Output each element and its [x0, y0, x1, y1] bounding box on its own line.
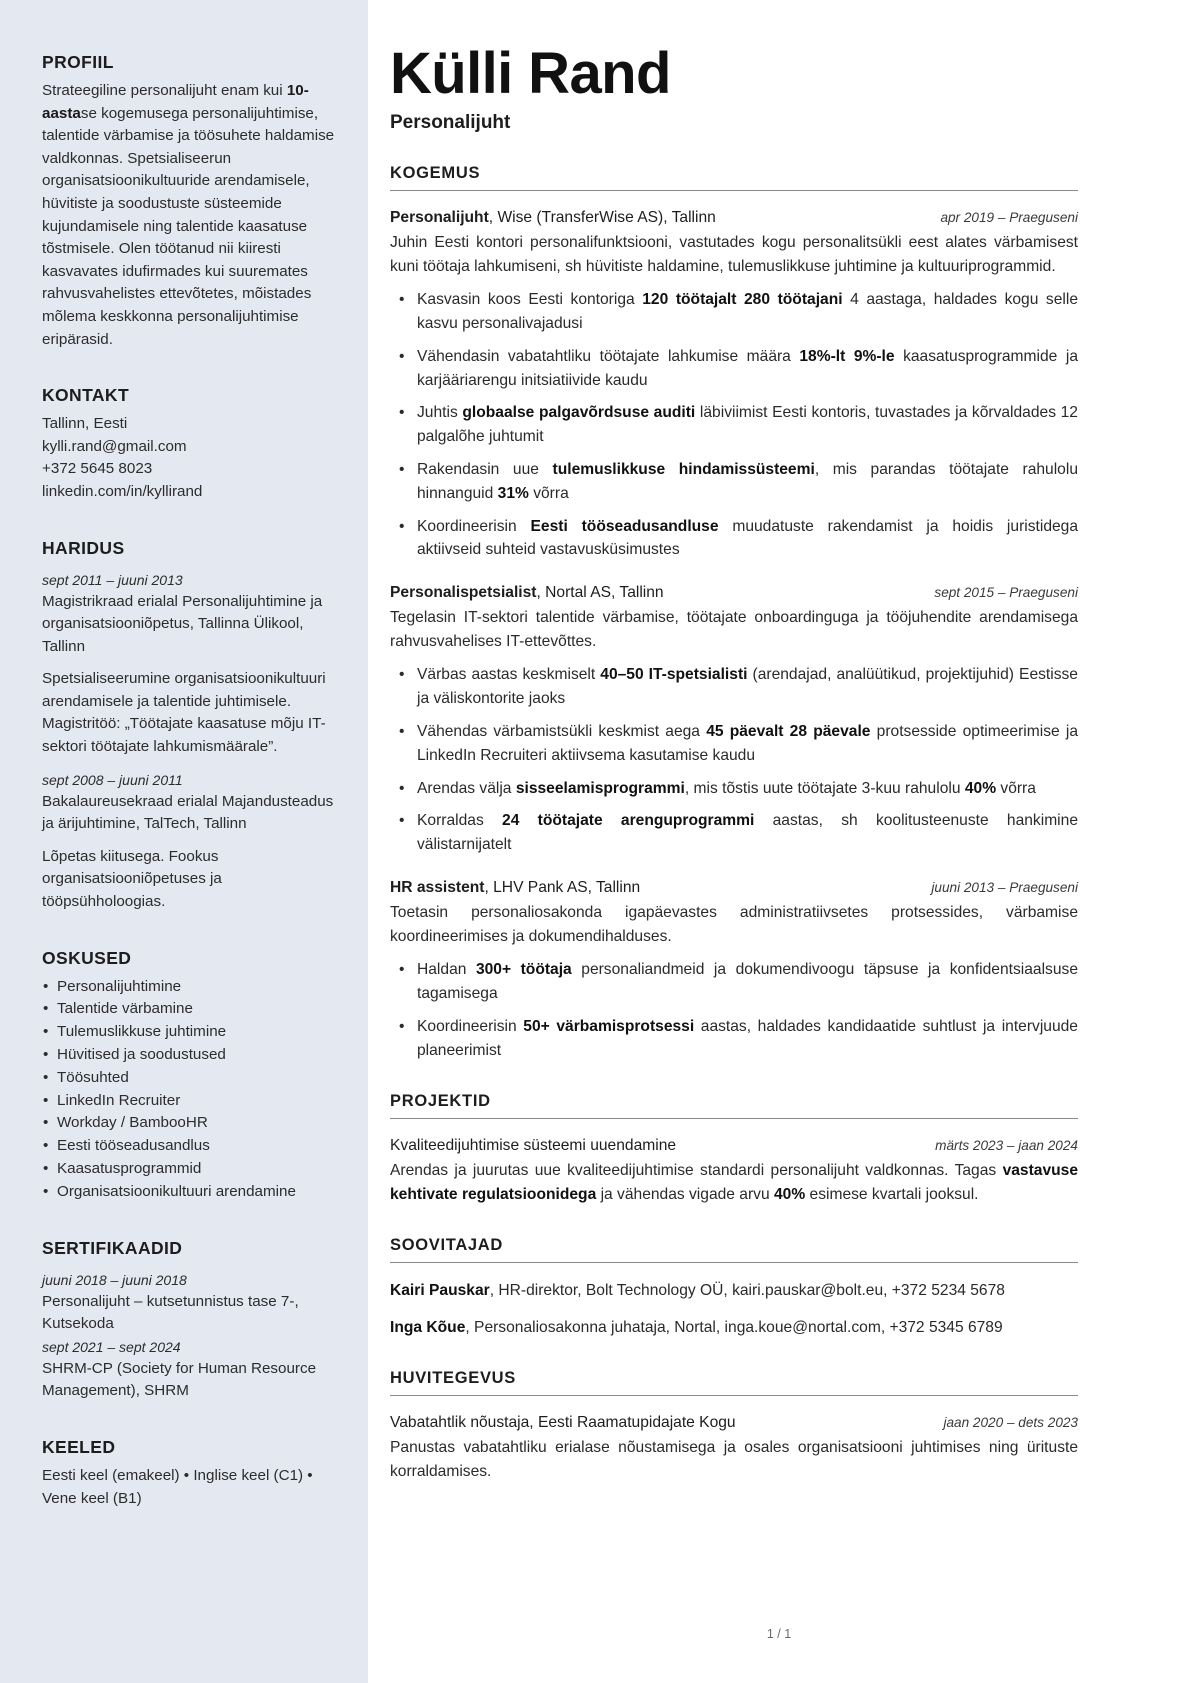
references-heading: SOOVITAJAD	[390, 1236, 504, 1255]
page-number: 1 / 1	[766, 1627, 792, 1641]
reference-item	[390, 1316, 1078, 1339]
list-item	[390, 958, 1078, 1006]
bullet-post: läbiviimist Eesti kontoris, tuvastades ja kõrvaldades 12 palgalõhe juhtumit	[417, 404, 1078, 446]
bullet-pre: Värbas aastas keskmiselt	[417, 666, 601, 684]
project-desc-bold-2: 40%	[773, 1185, 806, 1203]
bullet-pre: Rakendasin uue	[417, 460, 553, 478]
education-item-details: Spetsialiseerumine organisatsioonikultuuri arendamisele ja talentide juhtimisele. Magistritöö: „Töötajate kaasatuse mõju IT-sektori töötajate lahkumismäärale”.	[42, 670, 326, 756]
bullet-bold: 300+ töötaja	[475, 961, 572, 979]
education-item-degree: Magistrikraad erialal Personalijuhtimine ja organisatsiooniõpetus, Tallinna Ülikool, Tallinn	[42, 592, 323, 655]
bullet-post: aastas, sh koolitusteenuste hankimine välistarnijatelt	[417, 812, 1078, 854]
entry-summary: Juhin Eesti kontori personalifunktsiooni, vastutades kogu personalitsükli eest alates värbamisest kuni töötaja lahkumiseni, sh hüvitiste haldamine, tulemuslikkuse juhtimine ja kultuuriprogrammid.	[390, 234, 1078, 275]
bullet-bold: 50+ värbamisprotsessi	[523, 1017, 695, 1035]
bullet-post: (arendajad, analüütikud, projektijuhid) Eestisse ja väliskontorite jaoks	[417, 666, 1078, 708]
experience-heading: KOGEMUS	[390, 164, 481, 182]
entry-job-title: Personalispetsialist	[390, 584, 537, 602]
bullet-pre: Koordineerisin	[417, 517, 531, 535]
education-item	[42, 569, 340, 659]
page-title: Külli Rand	[390, 41, 671, 106]
projects-heading: PROJEKTID	[390, 1092, 491, 1111]
bullet-pre: Kasvasin koos Eesti kontoriga	[417, 291, 643, 309]
activity-date: jaan 2020 – dets 2023	[943, 1415, 1078, 1431]
education-heading: HARIDUS	[42, 537, 125, 558]
list-item: • Kaasatusprogrammid	[42, 1158, 340, 1181]
project-entry	[390, 1135, 1078, 1206]
list-item: • Personalijuhtimine	[42, 976, 340, 999]
sidebar-section-profile	[42, 52, 340, 351]
list-item	[390, 1015, 1078, 1063]
entry-header	[390, 1135, 1078, 1157]
sidebar-section-skills	[42, 948, 340, 1204]
list-item: • Töösuhted	[42, 1067, 340, 1090]
list-item	[390, 458, 1078, 506]
section-references	[390, 1236, 1078, 1339]
project-title: Kvaliteedijuhtimise süsteemi uuendamine	[390, 1137, 677, 1155]
bullet-post: kaasatusprogrammide ja karjääriarengu initsiatiivide kaudu	[417, 347, 1078, 389]
divider	[390, 1395, 1078, 1396]
bullet-post: , mis parandas töötajate rahulolu hinnanguid	[417, 460, 1078, 502]
bullet-bold-2: 31%	[497, 484, 529, 502]
main-column	[368, 0, 1190, 1683]
profile-text-bold: 10-aasta	[42, 82, 309, 122]
project-desc-bold: vastavuse kehtivate regulatsioonidega	[390, 1162, 1078, 1203]
list-item: • LinkedIn Recruiter	[42, 1090, 340, 1113]
sidebar-section-education	[42, 538, 340, 914]
list-item	[390, 777, 1078, 801]
list-item	[390, 515, 1078, 563]
entry-bullets	[390, 663, 1078, 857]
contact-email[interactable]: kylli.rand@gmail.com	[42, 437, 187, 455]
list-item: • Workday / BambooHR	[42, 1112, 340, 1135]
bullet-post: , mis tõstis uute töötajate 3-kuu rahulolu	[684, 779, 965, 797]
reference-name: Inga Kõue	[390, 1319, 466, 1337]
education-item-details-wrap	[42, 668, 340, 758]
section-projects	[390, 1092, 1078, 1206]
bullet-post: muudatuste rakendamist ja hoidis juristidega aktiivseid suhteid vastavusküsimustes	[417, 517, 1079, 559]
bullet-bold: 120 töötajalt 280 töötajani	[642, 291, 843, 309]
list-item	[390, 288, 1078, 336]
entry-header	[390, 877, 1078, 899]
list-item: • Eesti tööseadusandlus	[42, 1135, 340, 1158]
certificate-name	[42, 1291, 340, 1336]
languages-text: Eesti keel (emakeel) • Inglise keel (C1) • Vene keel (B1)	[42, 1466, 313, 1507]
bullet-pre: Juhtis	[417, 404, 463, 422]
bullet-post: protsesside optimeerimise ja LinkedIn Recruiteri aktiivsema kasutamise kaudu	[417, 722, 1079, 764]
project-date: märts 2023 – jaan 2024	[935, 1138, 1078, 1154]
list-item: • Tulemuslikkuse juhtimine	[42, 1021, 340, 1044]
entry-bullets	[390, 288, 1078, 562]
reference-name: Kairi Pauskar	[390, 1282, 490, 1300]
languages-heading: KEELED	[42, 1436, 116, 1457]
project-description	[390, 1159, 1078, 1206]
list-item	[390, 345, 1078, 393]
sidebar-section-contact	[42, 385, 340, 503]
education-item-date: sept 2011 – juuni 2013	[42, 571, 183, 588]
contact-linkedin[interactable]: linkedin.com/in/kyllirand	[42, 482, 203, 500]
reference-details: , HR-direktor, Bolt Technology OÜ, kairi.pauskar@bolt.eu, +372 5234 5678	[489, 1282, 1005, 1300]
bullet-bold: globaalse palgavõrdsuse auditi	[462, 404, 696, 422]
experience-entry	[390, 877, 1078, 1062]
certificate-name: SHRM-CP (Society for Human Resource Management), SHRM	[42, 1359, 317, 1400]
contact-heading: KONTAKT	[42, 385, 130, 406]
bullet-bold: 40–50 IT-spetsialisti	[600, 666, 748, 684]
profile-heading: PROFIIL	[42, 52, 114, 72]
bullet-pre: Korraldas	[417, 812, 503, 830]
entry-bullets	[390, 958, 1078, 1062]
bullet-post: personaliandmeid ja dokumendivoogu täpsuse ja konfidentsiaalsuse tagamisega	[417, 961, 1078, 1002]
entry-title	[390, 877, 640, 899]
skills-list	[42, 976, 340, 1204]
list-item: • Hüvitised ja soodustused	[42, 1044, 340, 1067]
activities-heading: HUVITEGEVUS	[390, 1369, 516, 1388]
certificates-heading: SERTIFIKAADID	[42, 1237, 183, 1258]
section-activities	[390, 1369, 1078, 1483]
activity-title: Vabatahtlik nõustaja, Eesti Raamatupidajate Kogu	[390, 1414, 736, 1432]
bullet-bold: 24 töötajate arenguprogrammi	[502, 812, 755, 830]
education-item-details-wrap	[42, 846, 340, 914]
divider	[390, 1262, 1078, 1263]
profile-text-before: Strateegiline personalijuht enam kui	[42, 82, 287, 99]
list-item	[390, 401, 1078, 449]
section-experience	[390, 164, 1078, 1062]
education-item-details: Lõpetas kiitusega. Fookus organisatsiooniõpetuses ja tööpsühholoogias.	[42, 847, 222, 911]
certificate-item	[42, 1269, 340, 1403]
bullet-post: 4 aastaga, haldades kogu selle kasvu personalivajadusi	[417, 291, 1079, 332]
profile-text	[42, 80, 340, 351]
list-item	[390, 809, 1078, 857]
entry-date: juuni 2013 – Praeguseni	[931, 879, 1078, 895]
entry-company: , Wise (TransferWise AS), Tallinn	[488, 209, 716, 226]
entry-header	[390, 582, 1078, 604]
education-item-date: sept 2008 – juuni 2011	[42, 771, 183, 788]
education-item	[42, 769, 340, 836]
bullet-bold: Eesti tööseadusandluse	[530, 517, 719, 535]
list-item: • Talentide värbamine	[42, 998, 340, 1021]
bullet-pre: Haldan	[417, 961, 476, 979]
sidebar	[0, 0, 368, 1683]
bullet-bold: 18%-lt 9%-le	[799, 347, 895, 365]
job-role-subtitle: Personalijuht	[390, 112, 511, 133]
entry-job-title: Personalijuht	[390, 209, 489, 226]
bullet-pre: Arendas välja	[417, 779, 516, 797]
bullet-pre: Vähendas värbamistsükli keskmist aega	[417, 722, 707, 740]
skills-heading: OSKUSED	[42, 947, 132, 968]
entry-company: , Nortal AS, Tallinn	[536, 584, 664, 602]
contact-phone[interactable]: +372 5645 8023	[42, 460, 153, 478]
list-item	[390, 720, 1078, 768]
certificate-issuer: , Kutsekoda	[42, 1292, 299, 1333]
reference-item	[390, 1279, 1078, 1302]
entry-date: apr 2019 – Praeguseni	[940, 210, 1078, 225]
entry-title	[390, 582, 664, 604]
project-desc-mid: ja vähendas vigade arvu	[596, 1185, 774, 1203]
bullet-post-2: võrra	[996, 779, 1036, 797]
divider	[390, 1118, 1078, 1119]
activity-description: Panustas vabatahtliku erialase nõustamisega ja osales organisatsiooni juhtimises ning ürituste korraldamises.	[390, 1439, 1078, 1481]
experience-entry	[390, 582, 1078, 857]
activity-entry	[390, 1412, 1078, 1483]
list-item: • Organisatsioonikultuuri arendamine	[42, 1181, 340, 1204]
education-item-degree: Bakalaureusekraad erialal Majandusteadus ja ärijuhtimine, TalTech, Tallinn	[42, 792, 334, 833]
certificate-name-text: Personalijuht – kutsetunnistus tase 7-	[42, 1292, 295, 1310]
experience-entry	[390, 207, 1078, 562]
bullet-post-2: võrra	[528, 484, 569, 502]
profile-text-after: se kogemusega personalijuhtimise, talentide värbamise ja töösuhete haldamise valdkonnas. Spetsialiseerun organisatsioonikultuuride arendamisele, hüvitiste ja soodustuste süsteemide kujundamisele ning talentide kaasatuse tõstmisele. Olen töötanud nii kiiresti kasvavates idufirmades kui suuremates rahvusvahelistes ettevõtetes, mõistades mõlema keskkonna personalijuhtimise eripärasid.	[42, 104, 335, 348]
certificate-date: sept 2021 – sept 2024	[42, 1338, 181, 1355]
project-desc-post: esimese kvartali jooksul.	[805, 1185, 979, 1203]
divider	[390, 190, 1078, 191]
project-desc-pre: Arendas ja juurutas uue kvaliteedijuhtimise standardi personalijuht valdkonnas. Tagas	[390, 1162, 1003, 1180]
bullet-bold-2: 40%	[964, 779, 997, 797]
entry-summary: Toetasin personaliosakonda igapäevastes administratiivsetes protsessides, värbamise koordineerimises ja dokumendihalduses.	[390, 903, 1078, 945]
entry-header	[390, 207, 1078, 229]
entry-title	[390, 207, 716, 229]
contact-location: Tallinn, Eesti	[42, 415, 128, 433]
certificate-date: juuni 2018 – juuni 2018	[42, 1271, 187, 1288]
entry-job-title: HR assistent	[390, 878, 485, 896]
bullet-bold: tulemuslikkuse hindamissüsteemi	[552, 460, 815, 478]
bullet-bold: 45 päevalt 28 päevale	[706, 722, 871, 740]
entry-company: , LHV Pank AS, Tallinn	[484, 878, 641, 896]
sidebar-section-certificates	[42, 1238, 340, 1403]
bullet-pre: Vähendasin vabatahtliku töötajate lahkumise määra	[417, 347, 800, 365]
reference-details: , Personaliosakonna juhataja, Nortal, inga.koue@nortal.com, +372 5345 6789	[465, 1319, 1003, 1337]
bullet-post: aastas, haldades kandidaatide suhtlust ja intervjuude planeerimist	[417, 1017, 1078, 1059]
entry-header	[390, 1412, 1078, 1434]
entry-date: sept 2015 – Praeguseni	[934, 585, 1078, 601]
sidebar-section-languages	[42, 1437, 340, 1510]
list-item	[390, 663, 1078, 711]
bullet-pre: Koordineerisin	[417, 1017, 524, 1035]
entry-summary: Tegelasin IT-sektori talentide värbamise, töötajate onboardinguga ja tööjuhendite arendamisega rahvusvahelises IT-ettevõttes.	[390, 609, 1078, 650]
bullet-bold: sisseelamisprogrammi	[515, 779, 685, 797]
